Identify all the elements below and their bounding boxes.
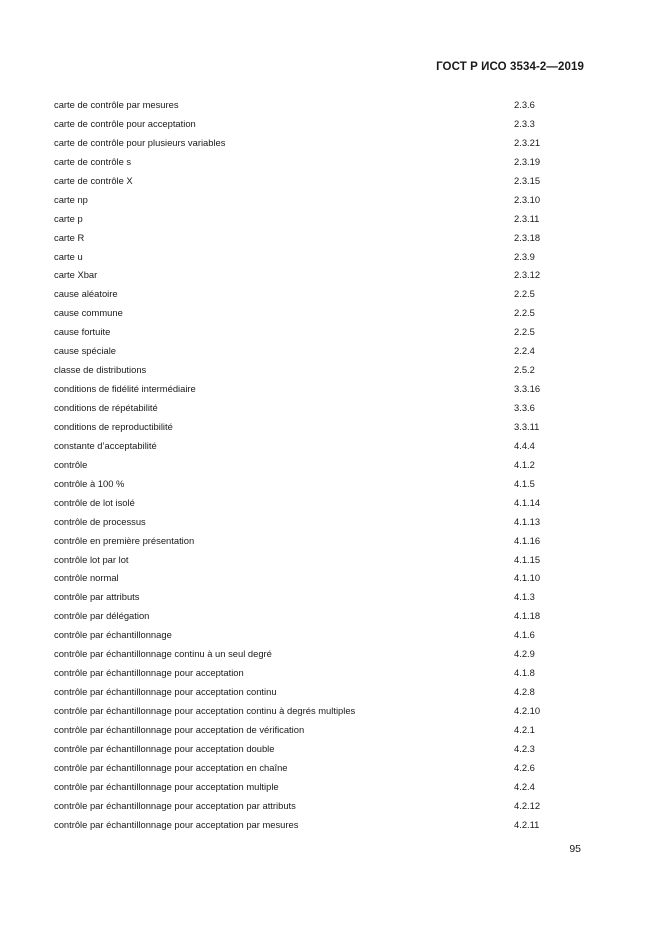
index-term: carte p xyxy=(54,212,83,224)
index-entry xyxy=(54,513,594,532)
index-term: carte Xbar xyxy=(54,269,98,281)
index-term: contrôle en première présentation xyxy=(54,534,195,546)
index-entry xyxy=(54,191,594,210)
index-term: contrôle par échantillonnage pour acceptation continu à degrés multiples xyxy=(54,705,356,716)
index-term: carte R xyxy=(54,231,85,243)
index-reference: 4.4.4 xyxy=(514,439,535,451)
index-term: cause spéciale xyxy=(54,345,117,357)
index-entry xyxy=(54,437,594,456)
index-reference: 2.3.11 xyxy=(514,212,540,224)
index-reference: 4.1.6 xyxy=(514,629,535,641)
index-term: carte u xyxy=(54,250,83,262)
index-entry xyxy=(54,399,594,418)
index-term: constante d’acceptabilité xyxy=(54,439,157,451)
index-term: contrôle par échantillonnage pour acceptation multiple xyxy=(54,780,279,792)
index-reference: 4.1.18 xyxy=(514,610,541,622)
index-term: contrôle par échantillonnage pour acceptation continu xyxy=(54,686,277,698)
index-entry xyxy=(54,304,594,323)
index-entry xyxy=(54,456,594,475)
index-reference: 2.3.12 xyxy=(514,269,541,281)
index-term: contrôle par échantillonnage xyxy=(54,629,172,641)
index-entry xyxy=(54,248,594,267)
index-reference: 2.3.18 xyxy=(514,231,541,243)
index-term: contrôle lot par lot xyxy=(54,553,129,565)
index-reference: 2.3.10 xyxy=(514,193,541,205)
index-entry xyxy=(54,683,594,702)
index-term: contrôle de lot isolé xyxy=(54,496,135,508)
index-term: contrôle par échantillonnage pour acceptation en chaîne xyxy=(54,761,288,773)
index-reference: 4.1.16 xyxy=(514,534,541,546)
index-reference: 3.3.16 xyxy=(514,383,541,395)
index-entry xyxy=(54,759,594,778)
index-term: conditions de reproductibilité xyxy=(54,420,173,432)
index-entry xyxy=(54,210,594,229)
index-term: conditions de fidélité intermédiaire xyxy=(54,383,196,395)
index-reference: 2.3.15 xyxy=(514,174,541,186)
index-reference: 2.3.9 xyxy=(514,250,535,262)
index-entry xyxy=(54,645,594,664)
index-term: cause aléatoire xyxy=(54,288,118,300)
index-term: carte de contrôle pour acceptation xyxy=(54,117,196,129)
index-term: carte de contrôle pour plusieurs variables xyxy=(54,136,226,148)
index-entry xyxy=(54,797,594,816)
index-term: contrôle par attributs xyxy=(54,591,140,603)
index-reference: 2.3.21 xyxy=(514,136,541,148)
index-term: contrôle par échantillonnage pour acceptation xyxy=(54,667,244,679)
index-entry xyxy=(54,702,594,721)
index-term: contrôle normal xyxy=(54,572,119,584)
index-reference: 4.2.11 xyxy=(514,818,540,830)
index-term: contrôle par échantillonnage pour acceptation double xyxy=(54,742,275,754)
index-entry xyxy=(54,266,594,285)
index-reference: 2.3.3 xyxy=(514,117,535,129)
index-reference: 2.2.5 xyxy=(514,288,535,300)
index-entry xyxy=(54,475,594,494)
index-reference: 2.2.5 xyxy=(514,326,535,338)
index-reference: 4.2.10 xyxy=(514,705,541,716)
index-entry xyxy=(54,721,594,740)
index-term: carte de contrôle s xyxy=(54,155,132,167)
index-reference: 4.1.10 xyxy=(514,572,541,584)
index-entry xyxy=(54,551,594,570)
index-reference: 4.1.5 xyxy=(514,477,535,489)
index-entry xyxy=(54,778,594,797)
index-entry xyxy=(54,607,594,626)
index-reference: 2.3.19 xyxy=(514,155,541,167)
index-entry xyxy=(54,172,594,191)
index-term: contrôle xyxy=(54,458,88,470)
index-reference: 4.2.8 xyxy=(514,686,535,698)
index-entry xyxy=(54,532,594,551)
index-term: contrôle par échantillonnage pour acceptation par attributs xyxy=(54,799,296,811)
index-term: contrôle de processus xyxy=(54,515,146,527)
index-term: contrôle à 100 % xyxy=(54,477,125,489)
index-reference: 4.1.8 xyxy=(514,667,535,679)
index-reference: 4.2.4 xyxy=(514,780,535,792)
index-entry xyxy=(54,134,594,153)
index-reference: 4.1.15 xyxy=(514,553,541,565)
index-entry xyxy=(54,740,594,759)
index-term: classe de distributions xyxy=(54,364,147,376)
index-entry xyxy=(54,342,594,361)
index-reference: 4.1.13 xyxy=(514,515,541,527)
index-entry xyxy=(54,816,594,835)
index-reference: 4.2.3 xyxy=(514,742,535,754)
index-list xyxy=(54,96,594,835)
index-entry xyxy=(54,153,594,172)
index-reference: 4.2.12 xyxy=(514,799,541,811)
index-reference: 2.2.5 xyxy=(514,307,535,319)
index-reference: 4.2.1 xyxy=(514,723,535,735)
index-entry xyxy=(54,588,594,607)
index-entry xyxy=(54,626,594,645)
page-number: 95 xyxy=(569,843,581,855)
index-term: conditions de répétabilité xyxy=(54,402,158,413)
index-term: carte de contrôle X xyxy=(54,174,133,186)
index-term: carte np xyxy=(54,193,88,205)
index-entry xyxy=(54,229,594,248)
index-term: carte de contrôle par mesures xyxy=(54,99,179,110)
index-reference: 4.1.2 xyxy=(514,458,535,470)
index-reference: 2.5.2 xyxy=(514,364,535,376)
index-term: cause fortuite xyxy=(54,326,111,338)
index-entry xyxy=(54,569,594,588)
index-entry xyxy=(54,494,594,513)
index-entry xyxy=(54,418,594,437)
index-reference: 2.3.6 xyxy=(514,99,535,110)
index-entry xyxy=(54,323,594,342)
index-entry xyxy=(54,380,594,399)
index-reference: 4.2.6 xyxy=(514,761,535,773)
index-entry xyxy=(54,96,594,115)
index-entry xyxy=(54,285,594,304)
index-reference: 3.3.6 xyxy=(514,402,535,413)
index-entry xyxy=(54,664,594,683)
index-term: contrôle par échantillonnage pour acceptation par mesures xyxy=(54,818,299,830)
index-reference: 3.3.11 xyxy=(514,420,540,432)
index-term: contrôle par échantillonnage pour acceptation de vérification xyxy=(54,723,305,735)
index-reference: 4.1.3 xyxy=(514,591,535,603)
index-reference: 4.1.14 xyxy=(514,496,541,508)
document-id-header: ГОСТ Р ИСО 3534-2—2019 xyxy=(436,61,584,73)
index-reference: 4.2.9 xyxy=(514,648,535,660)
index-entry xyxy=(54,115,594,134)
index-term: contrôle par délégation xyxy=(54,610,150,622)
index-term: contrôle par échantillonnage continu à un seul degré xyxy=(54,648,272,660)
index-reference: 2.2.4 xyxy=(514,345,535,357)
index-term: cause commune xyxy=(54,307,123,319)
index-entry xyxy=(54,361,594,380)
